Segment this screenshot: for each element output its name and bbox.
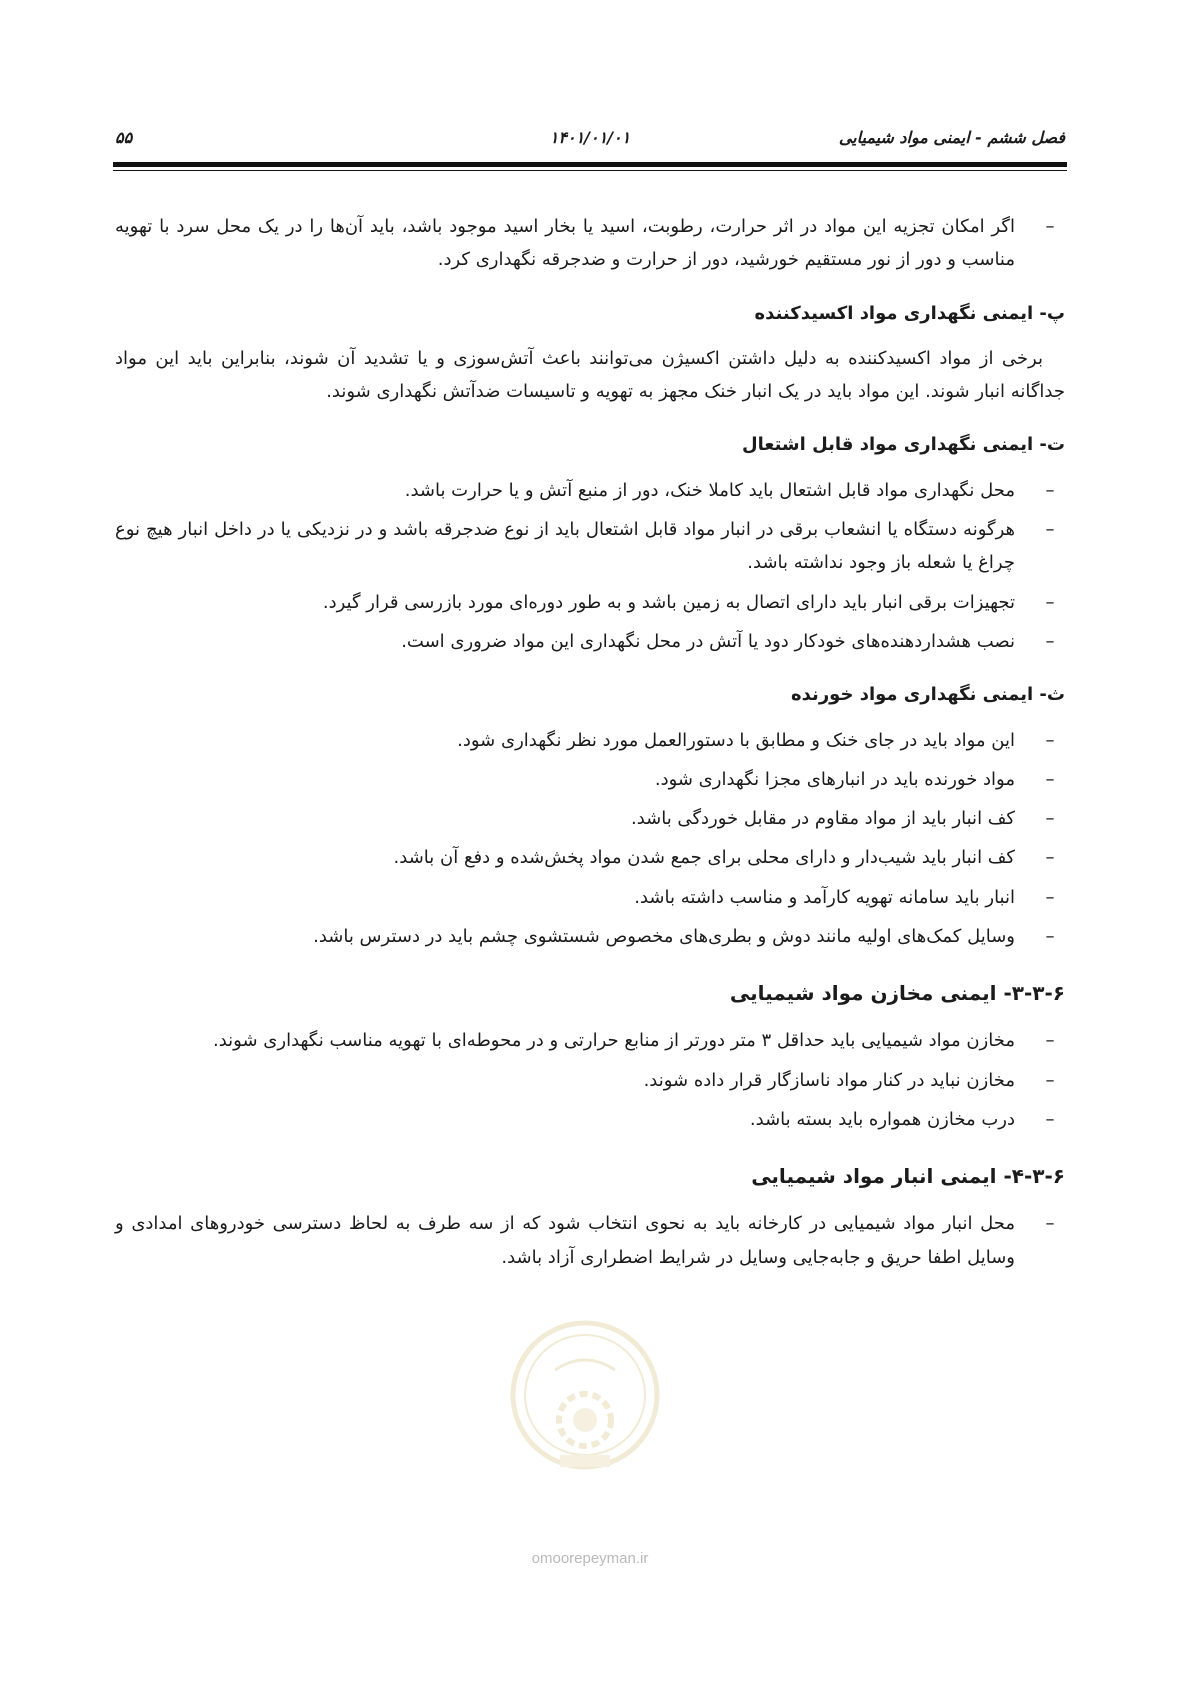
dash-bullet: – [1045, 729, 1055, 751]
list-item-text: نصب هشداردهنده‌های خودکار دود یا آتش در محل نگهداری این مواد ضروری است. [401, 630, 1015, 652]
dash-bullet: – [1045, 1030, 1055, 1052]
dash-bullet: – [1045, 216, 1055, 237]
watermark-url: omoorepeyman.ir [531, 1550, 649, 1567]
list-item [115, 513, 1065, 580]
page-number: ۵۵ [115, 128, 133, 147]
dash-bullet: – [1045, 926, 1055, 948]
dash-bullet: – [1045, 768, 1055, 790]
header-rule-thick [113, 162, 1067, 167]
dash-bullet: – [1045, 1108, 1055, 1130]
list-item [115, 1207, 1065, 1274]
list-item-text: مخازن نباید در کنار مواد ناسازگار قرار داده شوند. [643, 1069, 1015, 1091]
oxidizers-paragraph: برخی از مواد اکسیدکننده به دلیل داشتن اکسیژن می‌توانند باعث آتش‌سوزی و یا تشدید آن شوند، بنابراین باید این مواد جداگانه انبار شوند. این مواد باید در یک انبار خنک مجهز به تهویه و تاسیسات ضدآتش نگهداری شوند. [115, 347, 1065, 403]
list-item-text: کف انبار باید از مواد مقاوم در مقابل خوردگی باشد. [630, 808, 1015, 830]
list-item [115, 881, 1065, 914]
list-item [115, 920, 1065, 953]
list-item [115, 1024, 1065, 1057]
list-item-text: هرگونه دستگاه یا انشعاب برقی در انبار مواد قابل اشتعال باید از نوع ضدجرقه باشد و در نزدیکی یا در داخل انبار هیچ نوع چراغ یا شعله باز وجود نداشته باشد. [115, 519, 1015, 574]
list-item [115, 763, 1065, 796]
dash-bullet: – [1045, 1213, 1055, 1235]
list-item-text: این مواد باید در جای خنک و مطابق با دستورالعمل مورد نظر نگهداری شود. [457, 729, 1015, 751]
list-item [115, 210, 1065, 277]
section-heading-corrosives: ث- ایمنی نگهداری مواد خورنده [791, 684, 1065, 706]
list-item [115, 625, 1065, 658]
list-item-text: مخازن مواد شیمیایی باید حداقل ۳ متر دورتر از منابع حرارتی و در محوطه‌ای با تهویه مناسب نگهداری شوند. [213, 1030, 1015, 1052]
section-heading-oxidizers: پ- ایمنی نگهداری مواد اکسیدکننده [754, 302, 1065, 324]
dash-bullet: – [1045, 479, 1055, 501]
dash-bullet: – [1045, 808, 1055, 830]
dash-bullet: – [1045, 630, 1055, 652]
header-date: ۱۴۰۱/۰۱/۰۱ [549, 128, 631, 147]
corrosives-list [115, 724, 1065, 954]
page-header [115, 128, 1065, 152]
warehouse-list [115, 1207, 1065, 1274]
watermark-seal-icon [500, 1315, 670, 1495]
flammables-list [115, 474, 1065, 658]
list-item-text: انبار باید سامانه تهویه کارآمد و مناسب داشته باشد. [634, 886, 1015, 908]
list-item [115, 586, 1065, 619]
dash-bullet: – [1045, 1069, 1055, 1091]
dash-bullet: – [1045, 519, 1055, 541]
section-heading-flammables: ت- ایمنی نگهداری مواد قابل اشتعال [742, 434, 1065, 456]
list-item-text: کف انبار باید شیب‌دار و دارای محلی برای جمع شدن مواد پخش‌شده و دفع آن باشد. [393, 847, 1015, 869]
document-body [115, 210, 1065, 1280]
list-item-text: تجهیزات برقی انبار باید دارای اتصال به زمین باشد و به طور دوره‌ای مورد بازرسی قرار گیرد. [322, 591, 1015, 613]
list-item [115, 841, 1065, 874]
list-item-text: محل انبار مواد شیمیایی در کارخانه باید به نحوی انتخاب شود که از سه طرف به لحاظ دسترسی خودروهای امدادی و وسایل اطفا حریق و جابه‌جایی وسایل در شرایط اضطراری آزاد باشد. [115, 1213, 1015, 1268]
list-item [115, 1064, 1065, 1097]
list-item-text: محل نگهداری مواد قابل اشتعال باید کاملا خنک، دور از منبع آتش و یا حرارت باشد. [404, 479, 1015, 501]
dash-bullet: – [1045, 591, 1055, 613]
list-item [115, 474, 1065, 507]
dash-bullet: – [1045, 886, 1055, 908]
section-heading-tanks: ۳-۳-۶- ایمنی مخازن مواد شیمیایی [729, 981, 1065, 1006]
list-item-text: درب مخازن همواره باید بسته باشد. [749, 1108, 1015, 1130]
section-heading-warehouse: ۴-۳-۶- ایمنی انبار مواد شیمیایی [751, 1164, 1065, 1189]
watermark-logo [500, 1315, 670, 1495]
list-item-text: مواد خورنده باید در انبارهای مجزا نگهداری شود. [654, 768, 1015, 790]
list-item [115, 1103, 1065, 1136]
list-item [115, 724, 1065, 757]
tanks-list [115, 1024, 1065, 1136]
chapter-title: فصل ششم - ایمنی مواد شیمیایی [838, 128, 1065, 147]
intro-list [115, 210, 1065, 277]
list-item [115, 802, 1065, 835]
header-rule-thin [113, 170, 1067, 171]
list-item-text: وسایل کمک‌های اولیه مانند دوش و بطری‌های مخصوص شستشوی چشم باید در دسترس باشد. [313, 926, 1015, 948]
list-item-text: اگر امکان تجزیه این مواد در اثر حرارت، رطوبت، اسید یا بخار اسید موجود باشد، باید آن‌ها را در یک محل سرد با تهویه مناسب و دور از نور مستقیم خورشید، دور از حرارت و ضدجرقه نگهداری کرد. [115, 216, 1015, 271]
dash-bullet: – [1045, 847, 1055, 869]
